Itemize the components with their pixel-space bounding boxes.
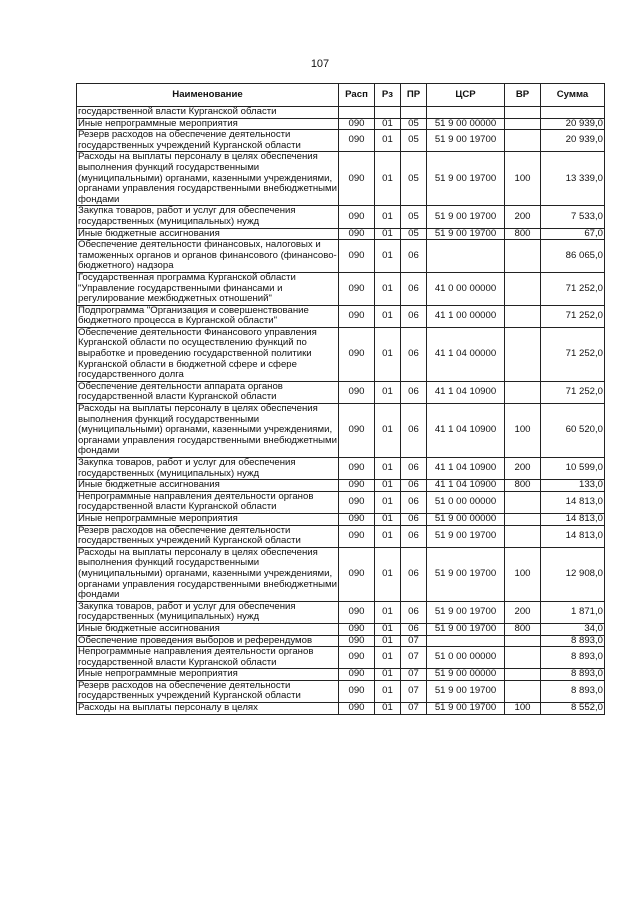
table-row [77, 458, 605, 480]
cell-vr [505, 381, 541, 403]
cell-csr: 51 9 00 00000 [427, 669, 505, 681]
cell-rz: 01 [375, 623, 401, 635]
cell-csr: 41 1 04 10900 [427, 404, 505, 458]
cell-csr [427, 240, 505, 273]
cell-name: Расходы на выплаты персоналу в целях обеспечения выполнения функций государственными (муниципальными) органами, казенными учреждениями, органами управления государственными внебюджетными фондами [78, 547, 338, 601]
cell-pr: 06 [401, 240, 427, 273]
cell-rasp [339, 107, 375, 119]
table-row [77, 381, 605, 403]
cell-pr: 06 [401, 525, 427, 547]
cell-vr [505, 305, 541, 327]
cell-pr: 06 [401, 305, 427, 327]
cell-pr: 06 [401, 404, 427, 458]
cell-name: Резерв расходов на обеспечение деятельности государственных учреждений Курганской области [77, 525, 339, 547]
cell-rz: 01 [375, 458, 401, 480]
cell-pr: 07 [401, 635, 427, 647]
cell-vr: 100 [505, 404, 541, 458]
cell-rz: 01 [375, 635, 401, 647]
table-row [77, 480, 605, 492]
cell-rz [375, 107, 401, 119]
table-row [77, 228, 605, 240]
cell-csr: 51 9 00 19700 [427, 623, 505, 635]
cell-rz: 01 [375, 327, 401, 381]
cell-vr: 100 [505, 152, 541, 206]
cell-name: Обеспечение деятельности аппарата органов государственной власти Курганской области [77, 381, 339, 403]
cell-rasp: 090 [339, 381, 375, 403]
cell-csr: 51 9 00 19700 [427, 228, 505, 240]
cell-pr: 05 [401, 130, 427, 152]
cell-vr [505, 272, 541, 305]
cell-sum: 14 813,0 [541, 491, 605, 513]
cell-rasp: 090 [339, 635, 375, 647]
cell-name: Непрограммные направления деятельности органов государственной власти Курганской области [77, 491, 339, 513]
table-row [77, 547, 605, 601]
cell-rz: 01 [375, 240, 401, 273]
cell-rasp: 090 [339, 601, 375, 623]
cell-name: Закупка товаров, работ и услуг для обеспечения государственных (муниципальных) нужд [77, 601, 339, 623]
cell-sum: 34,0 [541, 623, 605, 635]
column-header-csr: ЦСР [427, 84, 505, 107]
cell-name: Иные непрограммные мероприятия [77, 669, 339, 681]
cell-pr: 06 [401, 272, 427, 305]
cell-pr: 07 [401, 680, 427, 702]
cell-csr: 41 1 04 00000 [427, 327, 505, 381]
column-header-rz: Рз [375, 84, 401, 107]
cell-pr: 05 [401, 152, 427, 206]
cell-vr: 200 [505, 601, 541, 623]
cell-name: Подпрограмма "Организация и совершенствование бюджетного процесса в Курганской области" [77, 305, 339, 327]
cell-rasp: 090 [339, 118, 375, 130]
cell-rasp: 090 [339, 228, 375, 240]
cell-name: Иные бюджетные ассигнования [77, 228, 339, 240]
cell-rz: 01 [375, 525, 401, 547]
cell-vr [505, 118, 541, 130]
cell-csr: 51 9 00 19700 [427, 130, 505, 152]
cell-pr: 05 [401, 228, 427, 240]
cell-rasp: 090 [339, 623, 375, 635]
table-row [77, 601, 605, 623]
cell-csr: 51 9 00 19700 [427, 601, 505, 623]
cell-sum: 71 252,0 [541, 327, 605, 381]
cell-pr: 06 [401, 601, 427, 623]
column-header-name: Наименование [77, 84, 339, 107]
cell-rz: 01 [375, 480, 401, 492]
column-header-rasp: Расп [339, 84, 375, 107]
table-row [77, 513, 605, 525]
cell-rasp: 090 [339, 305, 375, 327]
cell-vr [505, 525, 541, 547]
table-row [77, 240, 605, 273]
cell-rz: 01 [375, 547, 401, 601]
cell-sum: 71 252,0 [541, 305, 605, 327]
cell-name: Резерв расходов на обеспечение деятельности государственных учреждений Курганской области [77, 680, 339, 702]
cell-rz: 01 [375, 118, 401, 130]
table-row [77, 647, 605, 669]
cell-pr: 06 [401, 458, 427, 480]
table-row [77, 130, 605, 152]
cell-csr: 41 1 04 10900 [427, 458, 505, 480]
cell-rz: 01 [375, 491, 401, 513]
cell-rasp: 090 [339, 130, 375, 152]
cell-csr: 51 9 00 00000 [427, 118, 505, 130]
cell-vr: 100 [505, 703, 541, 715]
cell-rasp: 090 [339, 272, 375, 305]
cell-pr: 07 [401, 647, 427, 669]
cell-sum: 12 908,0 [541, 547, 605, 601]
table-row [77, 272, 605, 305]
cell-rz: 01 [375, 703, 401, 715]
cell-csr: 51 9 00 19700 [427, 680, 505, 702]
cell-csr: 51 0 00 00000 [427, 647, 505, 669]
cell-rz: 01 [375, 669, 401, 681]
table-row [77, 404, 605, 458]
table-row [77, 206, 605, 228]
table-row [77, 623, 605, 635]
cell-sum: 14 813,0 [541, 525, 605, 547]
cell-sum: 67,0 [541, 228, 605, 240]
cell-csr: 51 9 00 19700 [427, 525, 505, 547]
cell-rz: 01 [375, 513, 401, 525]
cell-sum: 20 939,0 [541, 118, 605, 130]
cell-rz: 01 [375, 601, 401, 623]
cell-name: Закупка товаров, работ и услуг для обеспечения государственных (муниципальных) нужд [77, 206, 339, 228]
cell-rasp: 090 [339, 206, 375, 228]
cell-vr [505, 647, 541, 669]
cell-name: Закупка товаров, работ и услуг для обеспечения государственных (муниципальных) нужд [77, 458, 339, 480]
cell-name: Расходы на выплаты персоналу в целях [77, 703, 339, 715]
cell-rz: 01 [375, 404, 401, 458]
cell-sum: 13 339,0 [541, 152, 605, 206]
table-row [77, 118, 605, 130]
cell-vr: 800 [505, 228, 541, 240]
table-row [77, 525, 605, 547]
cell-vr [505, 327, 541, 381]
cell-sum: 20 939,0 [541, 130, 605, 152]
cell-sum: 1 871,0 [541, 601, 605, 623]
cell-rasp: 090 [339, 152, 375, 206]
budget-table [76, 83, 605, 715]
table-row [77, 703, 605, 715]
cell-rasp: 090 [339, 680, 375, 702]
table-row [77, 635, 605, 647]
cell-pr: 06 [401, 480, 427, 492]
cell-name: государственной власти Курганской области [77, 107, 339, 119]
cell-rasp: 090 [339, 525, 375, 547]
cell-vr [505, 130, 541, 152]
cell-vr [505, 513, 541, 525]
cell-sum: 8 552,0 [541, 703, 605, 715]
cell-name: Иные бюджетные ассигнования [77, 480, 339, 492]
cell-sum: 133,0 [541, 480, 605, 492]
table-row [77, 491, 605, 513]
cell-pr: 06 [401, 381, 427, 403]
table-row [77, 305, 605, 327]
cell-name: Иные непрограммные мероприятия [77, 513, 339, 525]
cell-csr: 41 1 04 10900 [427, 381, 505, 403]
cell-rz: 01 [375, 381, 401, 403]
cell-csr: 41 0 00 00000 [427, 272, 505, 305]
cell-pr: 07 [401, 669, 427, 681]
cell-name: Обеспечение проведения выборов и референдумов [77, 635, 339, 647]
cell-sum: 60 520,0 [541, 404, 605, 458]
cell-csr: 51 9 00 19700 [427, 547, 505, 601]
cell-name: Обеспечение деятельности финансовых, налоговых и таможенных органов и органов финансового (финансово-бюджетного) надзора [78, 239, 337, 272]
cell-rasp: 090 [339, 669, 375, 681]
cell-rz: 01 [375, 272, 401, 305]
cell-rasp: 090 [339, 458, 375, 480]
cell-sum [541, 107, 605, 119]
cell-vr [505, 107, 541, 119]
cell-sum: 8 893,0 [541, 680, 605, 702]
cell-sum: 14 813,0 [541, 513, 605, 525]
cell-rz: 01 [375, 305, 401, 327]
cell-rz: 01 [375, 228, 401, 240]
cell-pr: 06 [401, 491, 427, 513]
cell-name: Иные непрограммные мероприятия [77, 118, 339, 130]
cell-csr: 51 9 00 19700 [427, 152, 505, 206]
cell-name: Обеспечение деятельности Финансового управления Курганской области по осуществлению функций по выработке и проведению государственной политики Курганской области в бюджетной сфере и сфере государственного долга [77, 327, 339, 381]
cell-name: Иные бюджетные ассигнования [77, 623, 339, 635]
cell-name: Расходы на выплаты персоналу в целях обеспечения выполнения функций государственными (муниципальными) органами, казенными учреждениями, органами управления государственными внебюджетными фондами [78, 403, 338, 457]
cell-rz: 01 [375, 130, 401, 152]
cell-rasp: 090 [339, 547, 375, 601]
cell-csr: 51 9 00 19700 [427, 703, 505, 715]
cell-rasp: 090 [339, 404, 375, 458]
cell-csr: 51 0 00 00000 [427, 491, 505, 513]
cell-rasp: 090 [339, 513, 375, 525]
cell-name: Резерв расходов на обеспечение деятельности государственных учреждений Курганской области [77, 130, 339, 152]
cell-csr [427, 107, 505, 119]
cell-sum: 7 533,0 [541, 206, 605, 228]
column-header-vr: ВР [505, 84, 541, 107]
cell-rz: 01 [375, 647, 401, 669]
cell-rz: 01 [375, 152, 401, 206]
cell-sum: 71 252,0 [541, 381, 605, 403]
table-row [77, 669, 605, 681]
cell-pr: 06 [401, 327, 427, 381]
cell-csr: 51 9 00 19700 [427, 206, 505, 228]
cell-name: Непрограммные направления деятельности органов государственной власти Курганской области [77, 647, 339, 669]
table-body [77, 107, 605, 715]
cell-sum: 8 893,0 [541, 635, 605, 647]
cell-csr [427, 635, 505, 647]
cell-rasp: 090 [339, 327, 375, 381]
column-header-sum: Сумма [541, 84, 605, 107]
cell-vr [505, 240, 541, 273]
cell-sum: 86 065,0 [541, 240, 605, 273]
cell-rasp: 090 [339, 647, 375, 669]
cell-vr [505, 635, 541, 647]
cell-pr: 05 [401, 118, 427, 130]
page-number: 107 [310, 58, 330, 70]
cell-name: Расходы на выплаты персоналу в целях обеспечения выполнения функций государственными (муниципальными) органами, казенными учреждениями, органами управления государственными внебюджетными фондами [78, 151, 338, 205]
cell-rz: 01 [375, 206, 401, 228]
cell-rasp: 090 [339, 703, 375, 715]
table-row [77, 107, 605, 119]
cell-pr: 06 [401, 623, 427, 635]
cell-pr: 07 [401, 703, 427, 715]
table-row [77, 152, 605, 206]
cell-vr [505, 669, 541, 681]
cell-vr: 800 [505, 480, 541, 492]
table-header-row [77, 84, 605, 107]
cell-vr [505, 491, 541, 513]
cell-sum: 71 252,0 [541, 272, 605, 305]
cell-sum: 8 893,0 [541, 669, 605, 681]
cell-vr: 100 [505, 547, 541, 601]
cell-rz: 01 [375, 680, 401, 702]
cell-rasp: 090 [339, 480, 375, 492]
cell-csr: 41 1 04 10900 [427, 480, 505, 492]
cell-rasp: 090 [339, 491, 375, 513]
cell-rasp: 090 [339, 240, 375, 273]
cell-pr: 06 [401, 547, 427, 601]
cell-vr: 200 [505, 206, 541, 228]
table-row [77, 327, 605, 381]
cell-pr [401, 107, 427, 119]
cell-csr: 51 9 00 00000 [427, 513, 505, 525]
cell-vr: 800 [505, 623, 541, 635]
cell-sum: 10 599,0 [541, 458, 605, 480]
cell-pr: 06 [401, 513, 427, 525]
table-row [77, 680, 605, 702]
cell-vr: 200 [505, 458, 541, 480]
column-header-pr: ПР [401, 84, 427, 107]
cell-csr: 41 1 00 00000 [427, 305, 505, 327]
cell-sum: 8 893,0 [541, 647, 605, 669]
cell-name: Государственная программа Курганской области "Управление государственными финансами и регулирование межбюджетных отношений" [77, 272, 339, 305]
cell-vr [505, 680, 541, 702]
cell-pr: 05 [401, 206, 427, 228]
